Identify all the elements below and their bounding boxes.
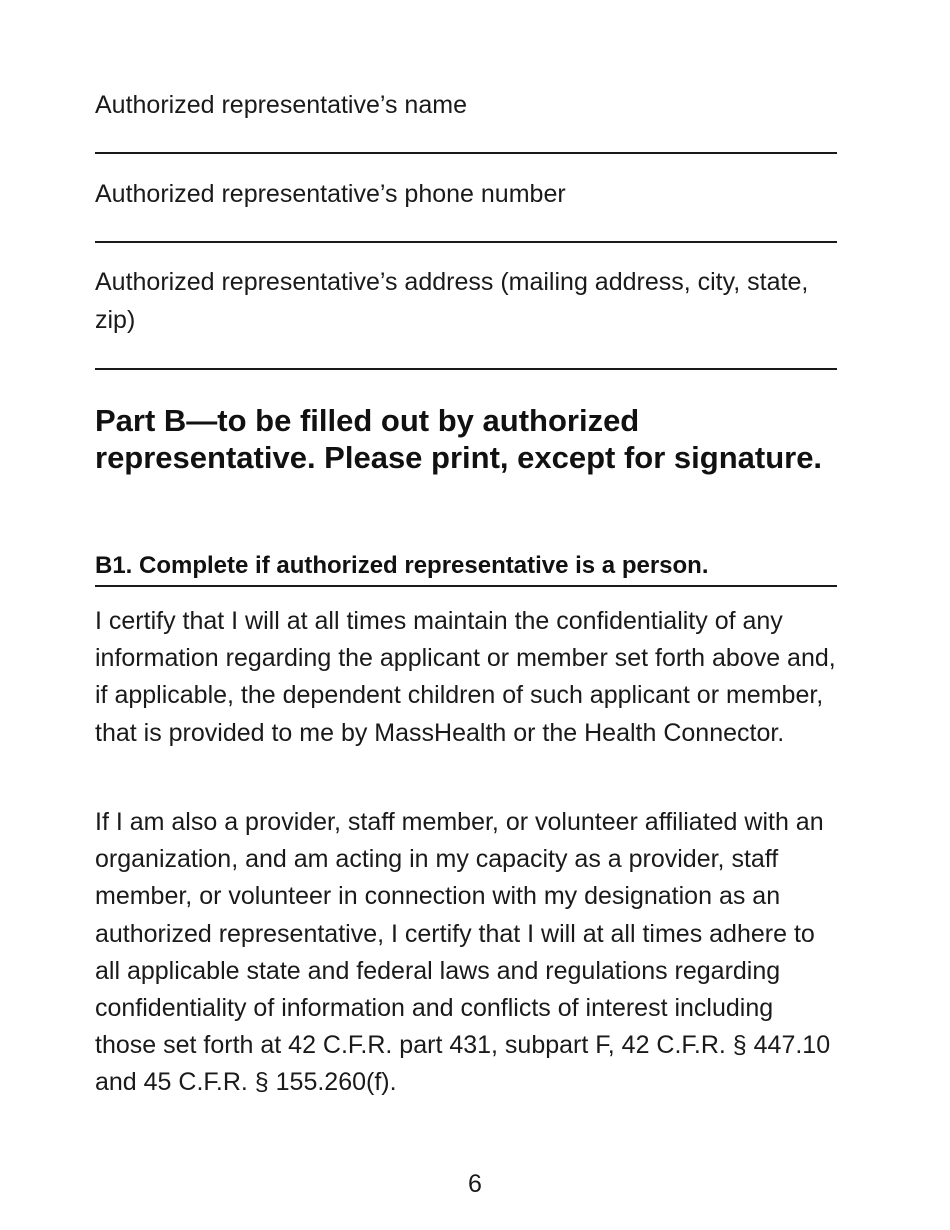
b1-paragraph-confidentiality: I certify that I will at all times maintain the confidentiality of any information regarding the applicant or member set forth above and, if applicable, the dependent children of such applicant or member, that is provided to me by MassHealth or the Health Connector. xyxy=(95,607,836,747)
b1-heading-rule xyxy=(95,585,837,587)
rep-name-field xyxy=(95,86,837,124)
part-b-heading: Part B—to be filled out by authorized representative. Please print, except for signature. xyxy=(95,403,823,475)
rep-name-input-line[interactable] xyxy=(95,152,837,154)
rep-address-label: Authorized representative’s address (mailing address, city, state, zip) xyxy=(95,268,809,334)
rep-address-input-line[interactable] xyxy=(95,368,837,370)
rep-phone-field xyxy=(95,175,837,213)
rep-name-label: Authorized representative’s name xyxy=(95,91,467,119)
rep-address-field xyxy=(95,263,837,339)
rep-phone-input-line[interactable] xyxy=(95,241,837,243)
page-number: 6 xyxy=(468,1170,482,1198)
b1-paragraph-provider: If I am also a provider, staff member, or volunteer affiliated with an organization, and am acting in my capacity as a provider, staff member, or volunteer in connection with my designation as an authorized representative, I certify that I will at all times adhere to all applicable state and federal laws and regulations regarding confidentiality of information and conflicts of interest including those set forth at 42 C.F.R. part 431, subpart F, 42 C.F.R. § 447.10 and 45 C.F.R. § 155.260(f). xyxy=(95,808,831,1097)
b1-heading: B1. Complete if authorized representative is a person. xyxy=(95,552,709,579)
rep-phone-label: Authorized representative’s phone number xyxy=(95,180,566,208)
